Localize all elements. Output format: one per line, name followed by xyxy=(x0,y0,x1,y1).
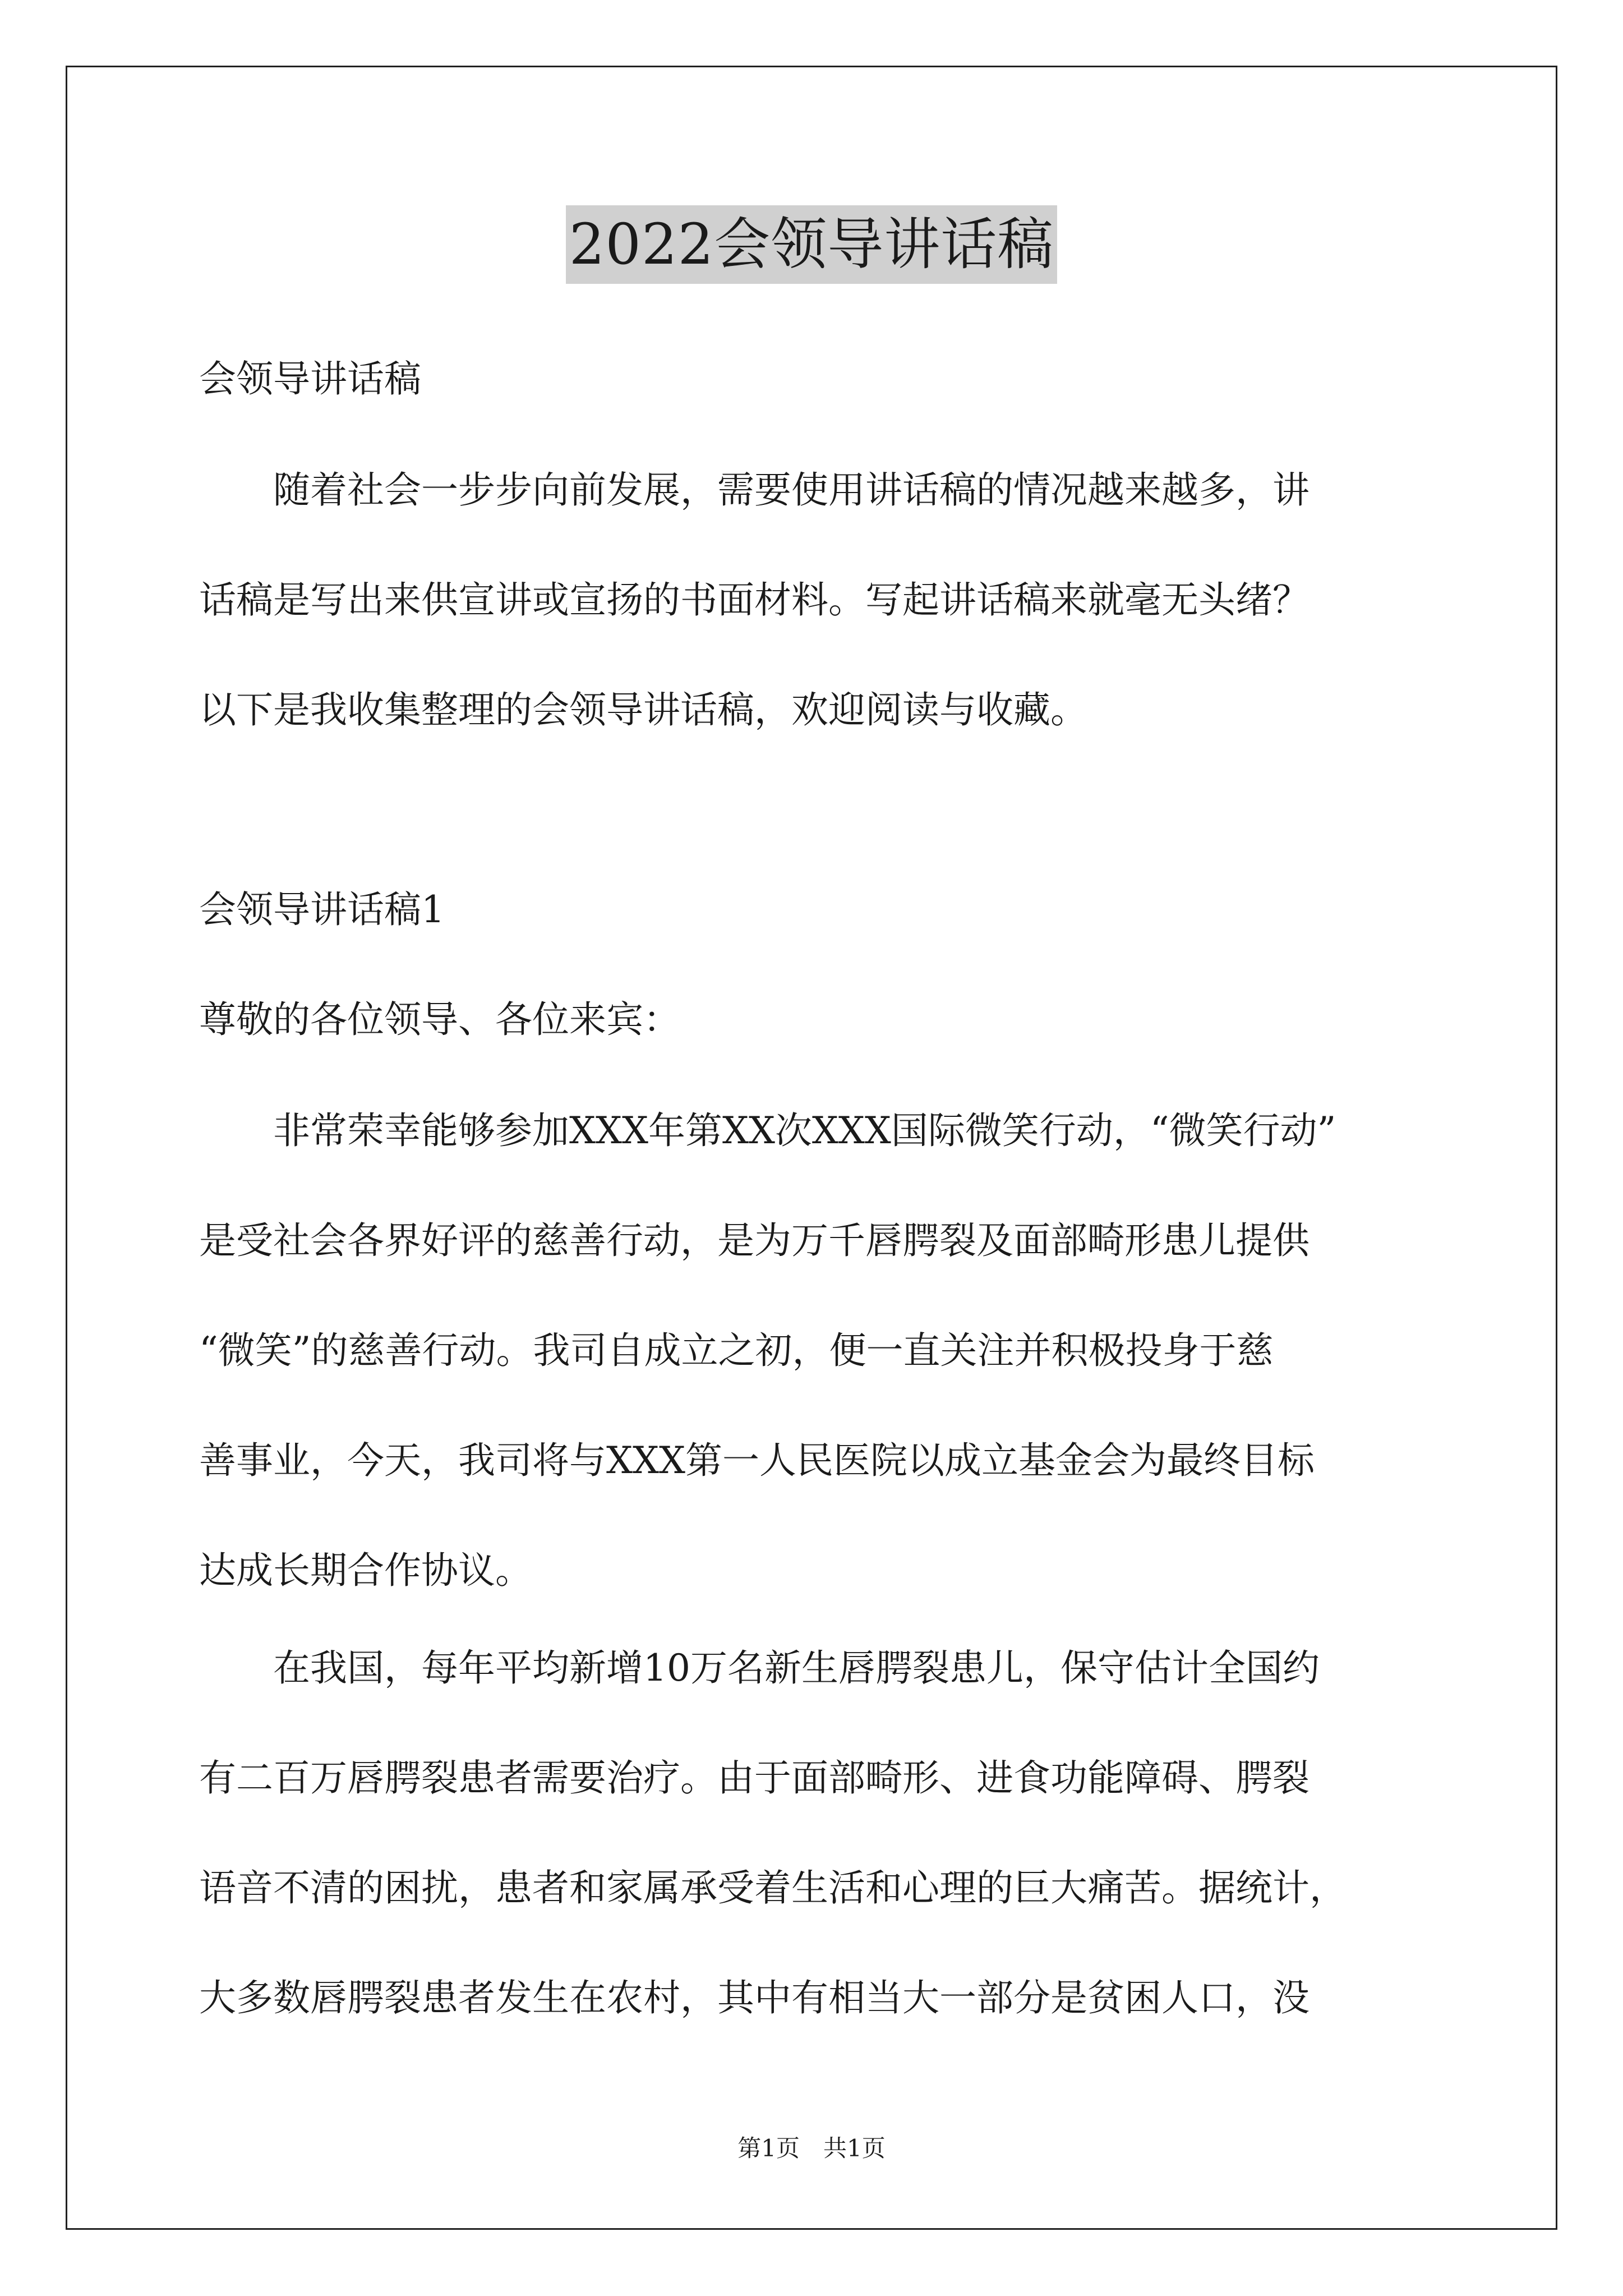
paragraph-line: 以下是我收集整理的会领导讲话稿，欢迎阅读与收藏。 xyxy=(199,688,1087,731)
paragraph-line: 话稿是写出来供宣讲或宣扬的书面材料。写起讲话稿来就毫无头绪？ xyxy=(199,578,1310,622)
paragraph-line: “微笑”的慈善行动。我司自成立之初，便一直关注并积极投身于慈 xyxy=(199,1329,1274,1372)
paragraph-line: 在我国，每年平均新增10万名新生唇腭裂患儿，保守估计全国约 xyxy=(199,1646,1320,1690)
paragraph-line: 语音不清的困扰，患者和家属承受着生活和心理的巨大痛苦。据统计， xyxy=(199,1866,1347,1910)
title-container xyxy=(0,205,1623,284)
paragraph-line: 善事业，今天，我司将与XXX第一人民医院以成立基金会为最终目标 xyxy=(199,1439,1315,1482)
paragraph-2 xyxy=(199,1613,1447,2053)
page-footer: 第1页 共1页 xyxy=(737,2134,886,2162)
paragraph-line: 随着社会一步步向前发展，需要使用讲话稿的情况越来越多，讲 xyxy=(199,468,1310,512)
paragraph-line: 大多数唇腭裂患者发生在农村，其中有相当大一部分是贫困人口，没 xyxy=(199,1976,1310,2019)
document-title: 2022会领导讲话稿 xyxy=(566,205,1058,284)
paragraph-1 xyxy=(199,1076,1447,1626)
section-heading: 会领导讲话稿1 xyxy=(199,888,445,931)
document-subtitle: 会领导讲话稿 xyxy=(199,357,421,401)
paragraph-line: 有二百万唇腭裂患者需要治疗。由于面部畸形、进食功能障碍、腭裂 xyxy=(199,1756,1310,1800)
salutation: 尊敬的各位领导、各位来宾： xyxy=(199,998,680,1041)
paragraph-line: 非常荣幸能够参加XXX年第XX次XXX国际微笑行动，“微笑行动” xyxy=(199,1109,1336,1152)
paragraph-line: 达成长期合作协议。 xyxy=(199,1549,532,1592)
intro-paragraph xyxy=(199,435,1447,765)
paragraph-line: 是受社会各界好评的慈善行动，是为万千唇腭裂及面部畸形患儿提供 xyxy=(199,1219,1310,1262)
